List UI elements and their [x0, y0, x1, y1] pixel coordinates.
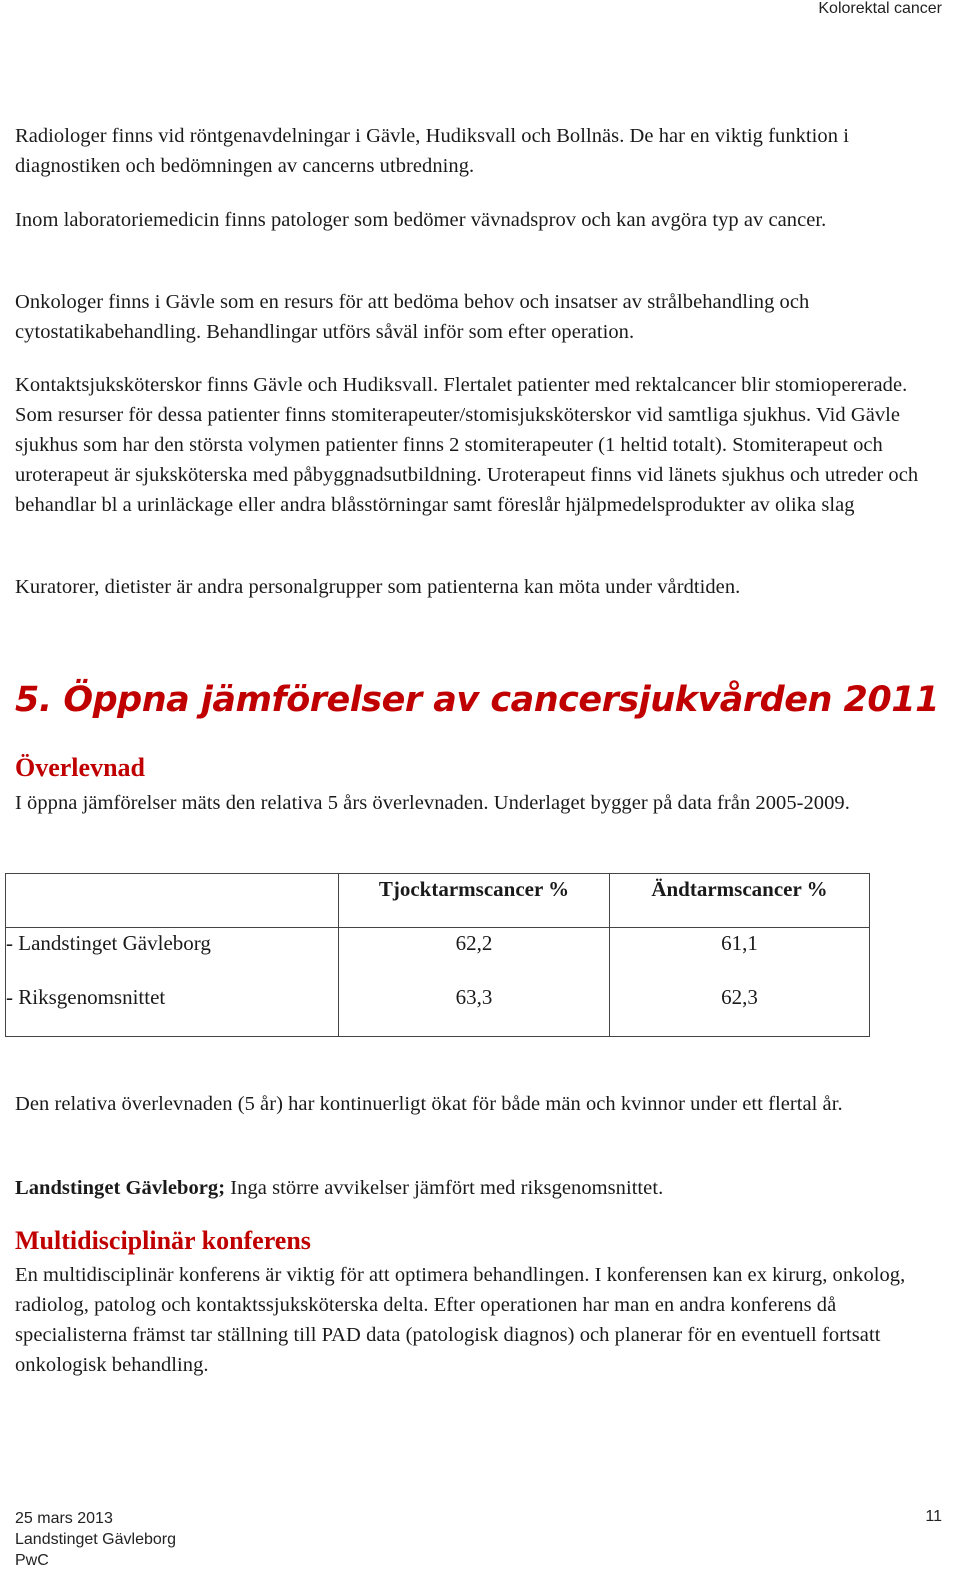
page-number: 11 [925, 1508, 942, 1525]
row-label: - Riksgenomsnittet [6, 985, 166, 1009]
value-cell: 62,2 [455, 931, 493, 955]
paragraph-onkologer: Onkologer finns i Gävle som en resurs för att bedöma behov och insatser av strålbehandling och cytostatikabehandling. Behandlingar utförs såväl inför som efter operation. [15, 291, 810, 343]
value-cell: 61,1 [721, 931, 758, 955]
paragraph-kuratorer: Kuratorer, dietister är andra personalgrupper som patienterna kan möta under vårdtiden. [15, 576, 741, 598]
footer-company: PwC [15, 1552, 49, 1569]
mdk-paragraph: En multidisciplinär konferens är viktig för att optimera behandlingen. I konferensen kan ex kirurg, onkolog, radiolog, patolog och kontaktssjuksköterska delta. Efter operationen har man en andra konferens då specialisterna främst tar ställning till PAD data (patologisk diagnos) och planerar för en eventuell fortsatt onkologisk behandling. [15, 1264, 906, 1376]
andtarm-values-cell [610, 928, 870, 1037]
col-header-tjocktarm: Tjocktarmscancer % [339, 874, 610, 928]
mdk-heading: Multidisciplinär konferens [15, 1226, 311, 1255]
footer-date: 25 mars 2013 [15, 1510, 113, 1527]
survival-conclusion [15, 1173, 945, 1203]
running-header: Kolorektal cancer [818, 0, 942, 17]
survival-intro: I öppna jämförelser mäts den relativa 5 års överlevnaden. Underlaget bygger på data från 2005-2009. [15, 792, 850, 814]
conclusion-text: Inga större avvikelser jämfört med riksgenomsnittet. [225, 1177, 664, 1199]
footer [15, 1508, 176, 1571]
table-row [6, 928, 870, 1037]
paragraph-kontaktsjukskoterskor: Kontaktsjuksköterskor finns Gävle och Hudiksvall. Flertalet patienter med rektalcancer blir stomiopererade. Som resurser för dessa patienter finns stomiterapeuter/stomisjuksköterskor vid samtliga sjukhus. Vid Gävle sjukhus som har den största volymen patienter finns 2 stomiterapeuter (1 heltid totalt). Stomiterapeut och uroterapeut är sjuksköterska med påbyggnadsutbildning. Uroterapeut finns vid länets sjukhus och utreder och behandlar bl a urinläckage eller andra blåsstörningar samt föreslår hjälpmedelsprodukter av olika slag [15, 374, 919, 516]
footer-org: Landstinget Gävleborg [15, 1531, 176, 1548]
survival-note: Den relativa överlevnaden (5 år) har kontinuerligt ökat för både män och kvinnor under ett flertal år. [15, 1093, 843, 1115]
paragraph-laboratoriemedicin: Inom laboratoriemedicin finns patologer som bedömer vävnadsprov och kan avgöra typ av cancer. [15, 209, 827, 231]
survival-table [5, 873, 870, 1037]
tjocktarm-values-cell [339, 928, 610, 1037]
table-corner-cell [6, 874, 339, 928]
col-header-andtarm: Ändtarmscancer % [610, 874, 870, 928]
survival-heading: Överlevnad [15, 753, 145, 782]
section-title: 5. Öppna jämförelser av cancersjukvården 2011 [15, 680, 939, 720]
value-cell: 62,3 [721, 985, 758, 1009]
row-labels-cell [6, 928, 339, 1037]
conclusion-label: Landstinget Gävleborg; [15, 1177, 226, 1199]
row-label: - Landstinget Gävleborg [6, 931, 211, 955]
value-cell: 63,3 [455, 985, 493, 1009]
paragraph-radiologer: Radiologer finns vid röntgenavdelningar i Gävle, Hudiksvall och Bollnäs. De har en viktig funktion i diagnostiken och bedömningen av cancerns utbredning. [15, 125, 849, 177]
table-header-row [6, 874, 870, 928]
